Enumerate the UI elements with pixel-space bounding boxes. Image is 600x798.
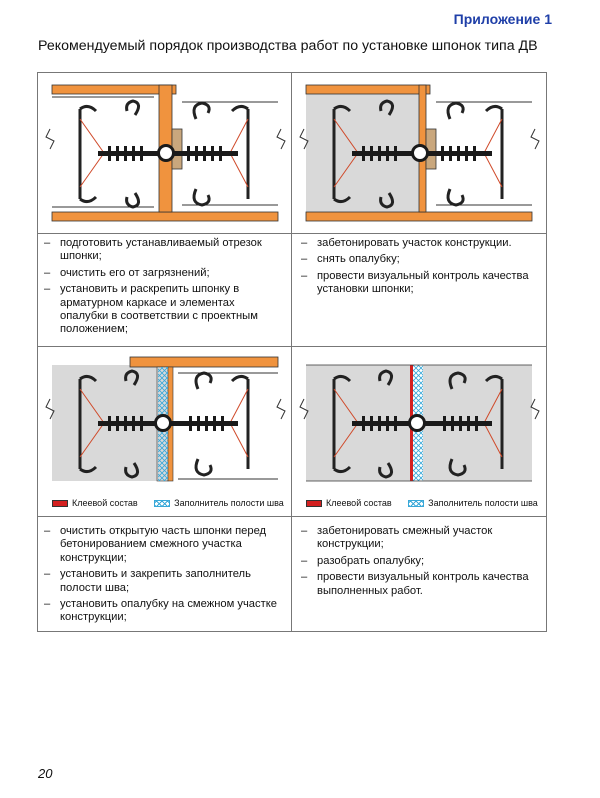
table-divider xyxy=(38,233,546,234)
appendix-label: Приложение 1 xyxy=(453,11,552,27)
step-item: – установить опалубку на смежном участке конструкции; xyxy=(44,598,284,625)
steps-table xyxy=(37,72,547,632)
filler-swatch xyxy=(154,500,170,507)
legend-left xyxy=(52,498,298,508)
page-title: Рекомендуемый порядок производства работ по установке шпонок типа ДВ xyxy=(38,38,538,54)
steps-list-2 xyxy=(301,237,541,300)
step-item: – очистить открытую часть шпонки перед бетонированием смежного участка конструкции; xyxy=(44,525,284,565)
step-item: – провести визуальный контроль качества установки шпонки; xyxy=(301,270,541,297)
page-number: 20 xyxy=(38,766,53,781)
step-item: – забетонировать смежный участок конструкции; xyxy=(301,525,541,552)
step-item: – забетонировать участок конструкции. xyxy=(301,237,541,250)
step-item: – подготовить устанавливаемый отрезок шпонки; xyxy=(44,237,284,264)
step-item: – разобрать опалубку; xyxy=(301,555,541,568)
adhesive-swatch xyxy=(52,500,68,507)
step-item: – установить и закрепить заполнитель полости шва; xyxy=(44,568,284,595)
legend-filler-label: Заполнитель полости шва xyxy=(174,498,284,508)
step-item: – установить и раскрепить шпонку в арматурном каркасе и элементах опалубки в соответствии с проектным положением; xyxy=(44,283,284,337)
adhesive-swatch xyxy=(306,500,322,507)
filler-swatch xyxy=(408,500,424,507)
table-divider xyxy=(38,346,546,347)
diagram-step-1 xyxy=(42,79,288,229)
table-divider-vertical xyxy=(291,73,292,631)
legend-filler-label: Заполнитель полости шва xyxy=(428,498,538,508)
step-item: – провести визуальный контроль качества выполненных работ. xyxy=(301,571,541,598)
steps-list-4 xyxy=(301,525,541,601)
step-item: – очистить его от загрязнений; xyxy=(44,267,284,280)
diagram-step-2 xyxy=(296,79,542,229)
diagram-step-4 xyxy=(296,353,542,493)
diagram-step-3 xyxy=(42,353,288,493)
step-item: – снять опалубку; xyxy=(301,253,541,266)
legend-adhesive-label: Клеевой состав xyxy=(72,498,138,508)
legend-adhesive-label: Клеевой состав xyxy=(326,498,392,508)
legend-right xyxy=(306,498,552,508)
table-divider xyxy=(38,516,546,517)
steps-list-1 xyxy=(44,237,284,340)
steps-list-3 xyxy=(44,525,284,628)
